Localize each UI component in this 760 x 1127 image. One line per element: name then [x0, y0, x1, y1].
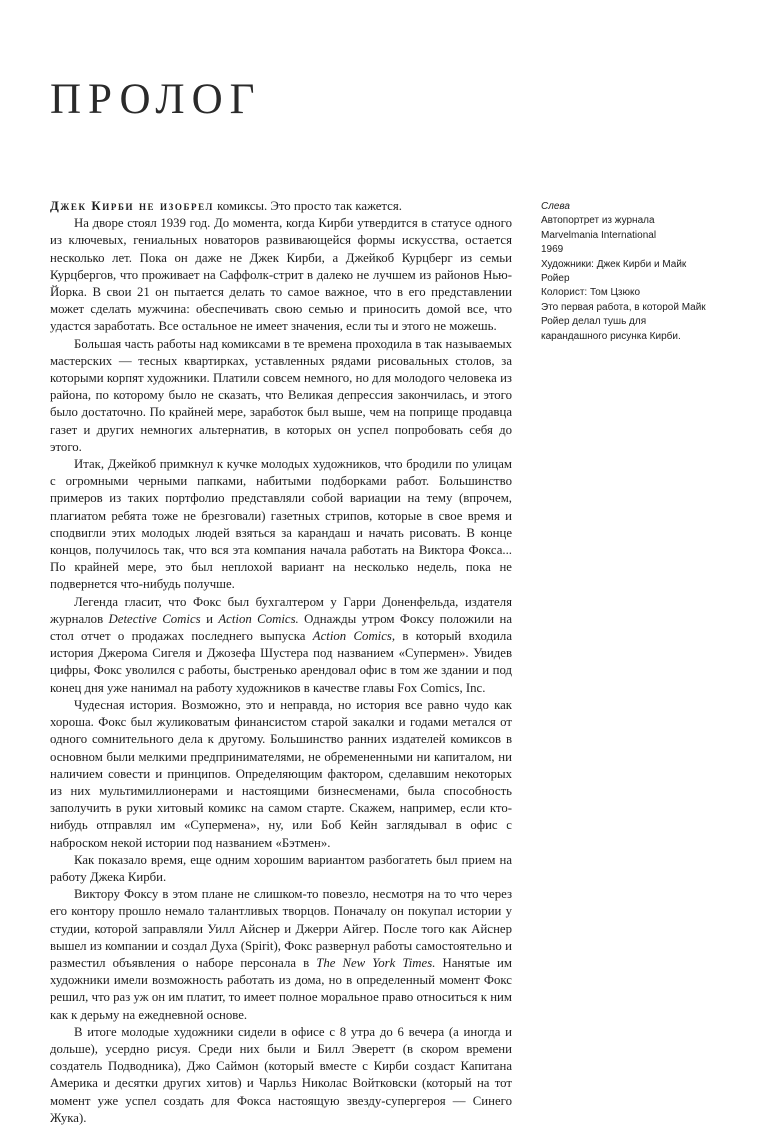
caption-label: Слева: [541, 201, 570, 212]
caption-line: Колорист: Том Цзюко: [541, 287, 641, 299]
page-title: ПРОЛОГ: [50, 76, 262, 123]
paragraph: Чудесная история. Возможно, это и неправда, но история все равно чудо как хороша. Фокс был жуликоватым финансистом старой закалки и годами метался от одного сомнительного дела к другому. Большинство ранних издателей комиксов в основном были мелкими предпринимателями, не обремененными ни капиталом, ни наличием совести и принципов. Определяющим фактором, сделавшим некоторых из них мультимиллионерами и настоящими бизнесменами, была способность заполучить в руки хитовый комикс на самом старте. Скажем, например, если кто-нибудь отправлял им «Супермена», ну, или Боб Кейн заглядывал в офис с наброском некой истории под названием «Бэтмен».: [50, 697, 512, 850]
magazine-title: Action Comics,: [312, 629, 396, 644]
image-caption: [541, 200, 713, 344]
paragraph-text: Виктору Фоксу в этом плане не слишком-то повезло, несмотря на то что через его контору прошло немало талантливых творцов. Поначалу он покупал истории у студии, которой заправляли Уилл Айснер и Джерри Айгер. После того как Айснер вышел из компании и создал Духа (Spirit), Фокс развернул работы самостоятельно и разместил объявления о наборе персонала в: [50, 887, 512, 970]
magazine-title: Action Comics.: [218, 611, 299, 626]
paragraph: [50, 198, 512, 215]
paragraph: [50, 886, 512, 1024]
paragraph-text: в который входила история Джерома Сигеля и Джозефа Шустера под названием «Супермен». Увидев цифры, Фокс уволился с работы, быстренько арендовал офис в том же здании и под конец дня уже нанимал на работу художников в качестве главы Fox Comics, Inc.: [50, 629, 513, 695]
newspaper-title: The New York Times.: [316, 955, 436, 970]
magazine-title: Detective Comics: [108, 611, 201, 626]
paragraph: Как показало время, еще одним хорошим вариантом разбогатеть был прием на работу Джека Кирби.: [50, 852, 512, 884]
paragraph: На дворе стоял 1939 год. До момента, когда Кирби утвердится в статусе одного из ключевых, гениальных новаторов развивающейся формы искусства, остается несколько лет. Пока он даже не Джек Кирби, а Джейкоб Курцберг из семьи Курцбергов, что проживает на Саффолк-стрит в далеко не лучшем из районов Нью-Йорка. В свои 21 он пытается делать то самое важное, что в его представлении может сделать мужчина: обеспечивать свою семью и приносить домой все, что удастся заработать. Все остальное не имеет значения, если ты и этого не можешь.: [50, 216, 512, 334]
paragraph: [50, 594, 512, 697]
body-text: [50, 198, 512, 1127]
paragraph-text: и: [200, 611, 219, 626]
paragraph: Итак, Джейкоб примкнул к кучке молодых художников, что бродили по улицам с огромными черными папками, набитыми подборками работ. Большинство примеров из таких портфолио представляли собой вариации на тему (впрочем, плагиатом ребята тоже не брезговали) газетных стрипов, которые в свое время и сподвигли этих молодых людей взяться за карандаш и начать рисовать. В конце концов, получилось так, что вся эта компания начала работать на Виктора Фокса... По крайней мере, это был неплохой вариант на несколько недель, пока не подвернется что-нибудь получше.: [50, 457, 512, 592]
paragraph: В итоге молодые художники сидели в офисе с 8 утра до 6 вечера (а иногда и дольше), усердно рисуя. Среди них были и Билл Эверетт (в скором времени создатель Подводника), Джо Саймон (который вместе с Кирби создаст Капитана Америка и десятки других хитов) и Чарльз Николас Войтковски (который на тот момент уже успел создать для Фокса настоящую звезду-супергероя — Синего Жука).: [50, 1024, 512, 1125]
paragraph: Большая часть работы над комиксами в те времена проходила в так называемых мастерских — тесных квартирках, уставленных рядами рисовальных столов, за которыми корпят художники. Платили совсем немного, но для молодого человека из района, по которому было не сказать, что Великая депрессия закончилась, и этого было достаточно. По крайней мере, заработок был выше, чем на поприще продавца газет и других немногих альтернатив, в которых он успел попробовать себя до этого.: [50, 336, 512, 454]
paragraph-text: комиксы. Это просто так кажется.: [213, 199, 402, 213]
caption-line: Это первая работа, в которой Майк Ройер делал тушь для карандашного рисунка Кирби.: [541, 301, 706, 342]
caption-line: Автопортрет из журнала Marvelmania International: [541, 215, 657, 241]
lead-in: Джек Кирби не изобрел: [50, 199, 214, 213]
paragraph-text: Однажды утром Фоксу положили на стол отчет о продажах последнего выпуска: [50, 611, 513, 644]
paragraph-text: Легенда гласит, что Фокс был бухгалтером у Гарри Доненфельда, издателя журналов: [50, 594, 512, 626]
paragraph-text: Нанятые им художники имели возможность работать из дома, но в определенный момент Фокс решил, что раз уж он им платит, то имеет полное моральное право относиться к ним как к дерьму на ежедневной основе.: [50, 955, 512, 1022]
caption-line: 1969: [541, 244, 564, 256]
caption-line: Художники: Джек Кирби и Майк Ройер: [541, 258, 687, 285]
